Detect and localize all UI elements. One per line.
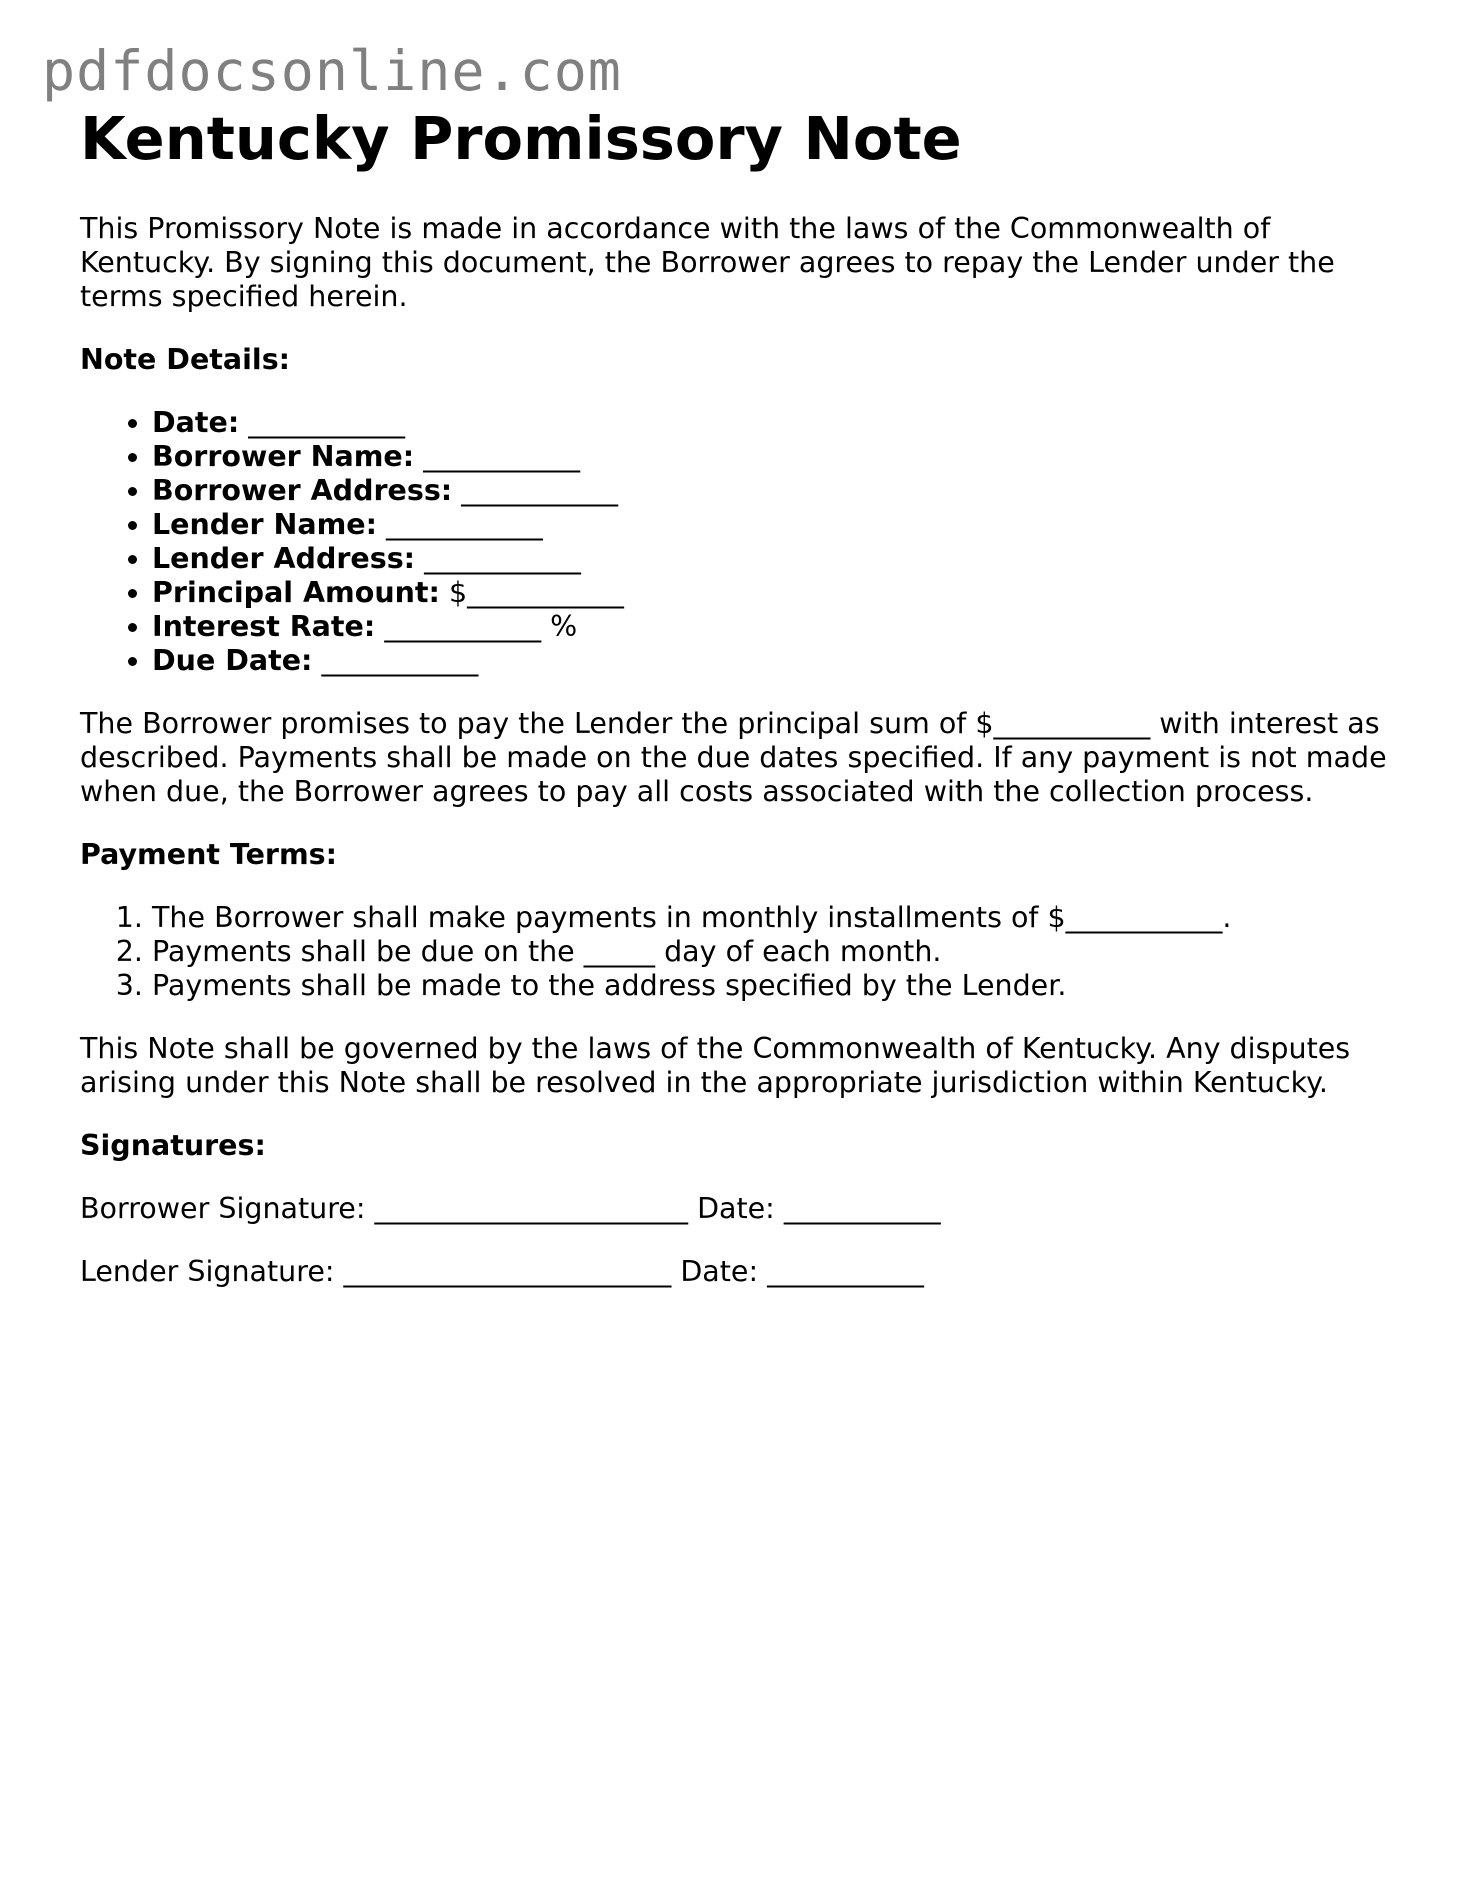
list-item — [152, 508, 1400, 542]
list-item: 3. Payments shall be made to the address specified by the Lender. — [152, 969, 1400, 1003]
note-details-heading: Note Details: — [80, 343, 291, 376]
list-item — [152, 542, 1400, 576]
list-item — [152, 576, 1400, 610]
list-item — [152, 474, 1400, 508]
field-blank-lender-address: ___________ — [415, 542, 581, 575]
promise-paragraph: The Borrower promises to pay the Lender the principal sum of $___________ with interest as described. Payments shall be made on the due dates specified. If any payment is not made when due, the Borrower agrees to pay all costs associated with the collection process. — [80, 707, 1387, 808]
document-page — [80, 100, 1400, 1289]
field-blank-due-date: ___________ — [312, 644, 479, 677]
field-label-date: Date: — [152, 406, 240, 439]
field-blank-interest-rate: ___________ % — [375, 610, 578, 643]
payment-terms-heading: Payment Terms: — [80, 838, 338, 871]
note-details-list — [80, 406, 1400, 678]
intro-paragraph: This Promissory Note is made in accordance with the laws of the Commonwealth of Kentucky. By signing this document, the Borrower agrees to repay the Lender under the terms specified herein. — [80, 212, 1335, 313]
field-blank-lender-name: ___________ — [377, 508, 543, 541]
list-item — [152, 440, 1400, 474]
lender-signature-line: Lender Signature: _______________________ Date: ___________ — [80, 1255, 924, 1288]
field-label-interest-rate: Interest Rate: — [152, 610, 376, 643]
field-blank-borrower-name: ___________ — [414, 440, 580, 473]
signatures-heading: Signatures: — [80, 1129, 266, 1162]
field-label-borrower-name: Borrower Name: — [152, 440, 415, 473]
watermark: pdfdocsonline.com — [42, 39, 622, 103]
field-label-lender-name: Lender Name: — [152, 508, 377, 541]
governing-law-paragraph: This Note shall be governed by the laws of the Commonwealth of Kentucky. Any disputes arising under this Note shall be resolved in the appropriate jurisdiction within Kentucky. — [80, 1032, 1351, 1099]
list-item — [152, 406, 1400, 440]
payment-terms-list — [80, 901, 1400, 1003]
field-label-principal-amount: Principal Amount: — [152, 576, 440, 609]
list-item — [152, 644, 1400, 678]
field-blank-borrower-address: ___________ — [452, 474, 619, 507]
list-item: 2. Payments shall be due on the _____ day of each month. — [152, 935, 1400, 969]
field-label-due-date: Due Date: — [152, 644, 313, 677]
field-blank-principal-amount: $___________ — [439, 576, 624, 609]
borrower-signature-line: Borrower Signature: ______________________ Date: ___________ — [80, 1192, 941, 1225]
document-title: Kentucky Promissory Note — [80, 104, 962, 173]
field-label-lender-address: Lender Address: — [152, 542, 416, 575]
field-label-borrower-address: Borrower Address: — [152, 474, 453, 507]
list-item: 1. The Borrower shall make payments in monthly installments of $___________. — [152, 901, 1400, 935]
field-blank-date: ___________ — [239, 406, 406, 439]
list-item — [152, 610, 1400, 644]
